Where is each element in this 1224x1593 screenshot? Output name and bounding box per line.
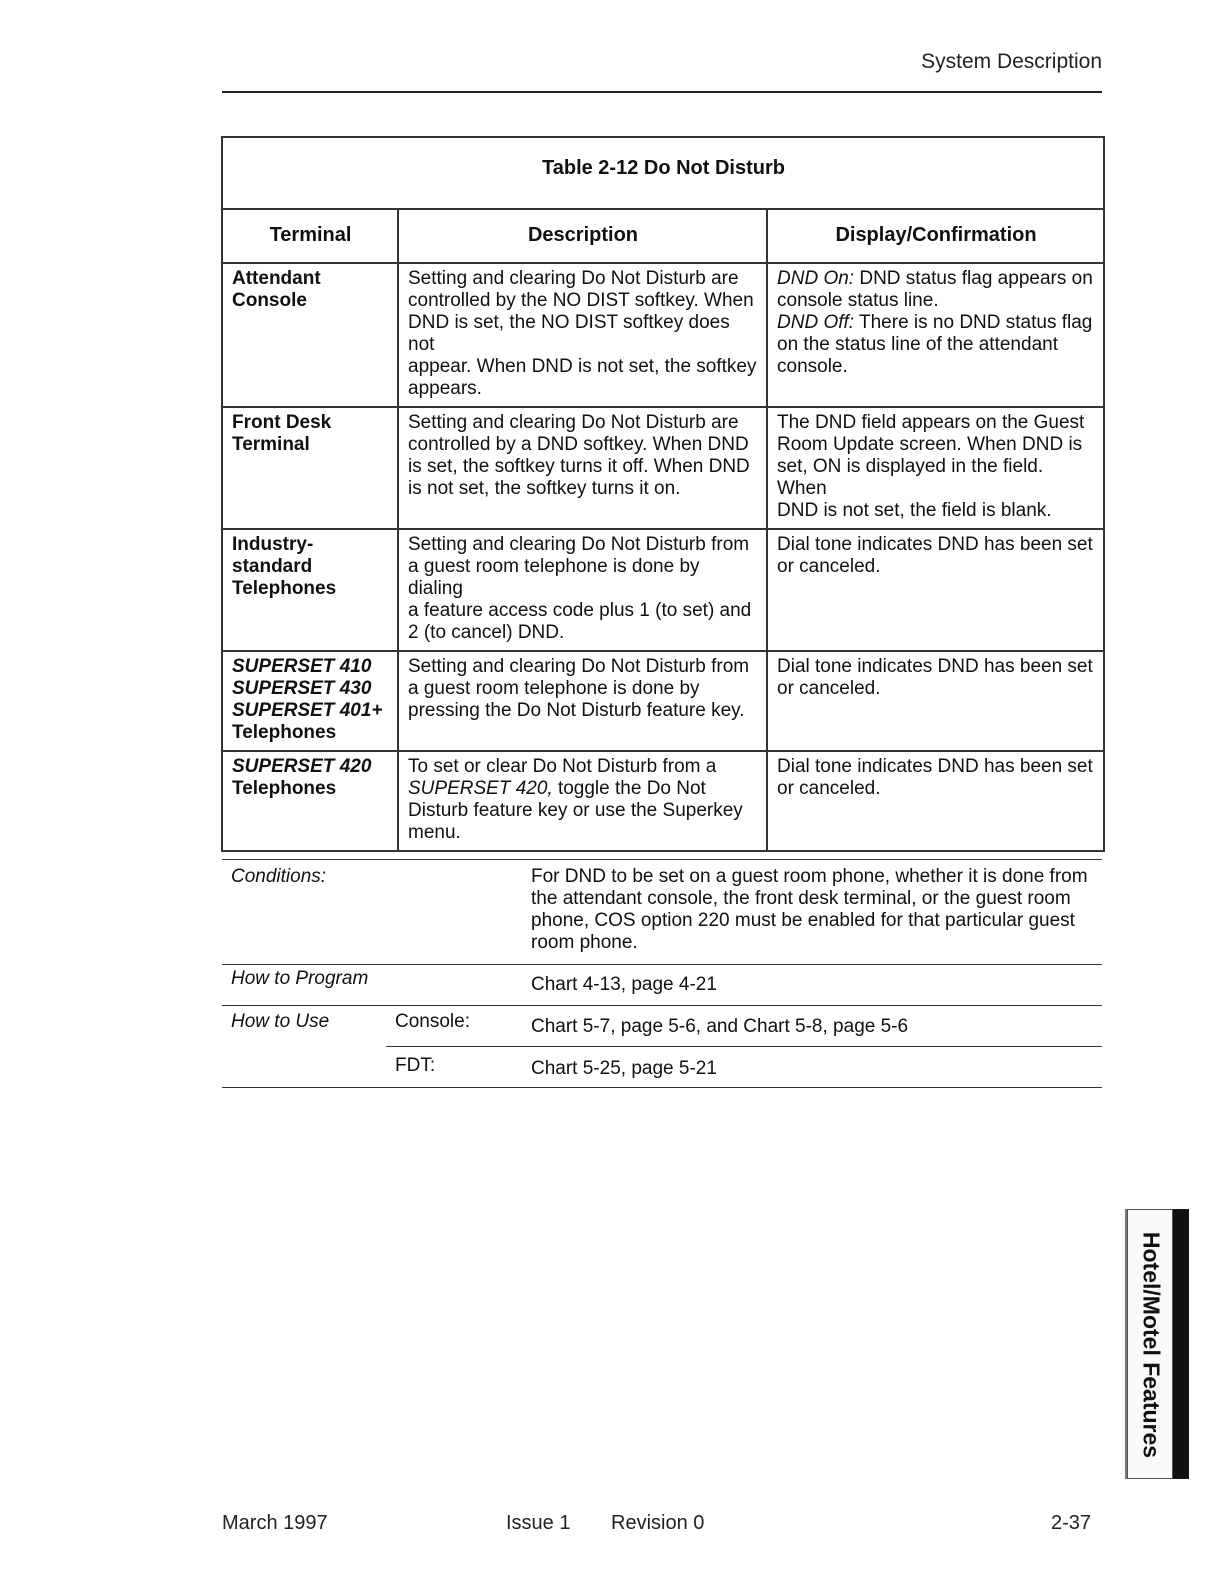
dnd-off-description: There is no DND status flag on the status line of the attendant console. — [777, 312, 1093, 377]
description-line: pressing the Do Not Disturb feature key. — [408, 700, 745, 721]
dnd-table — [221, 136, 1105, 852]
terminal-line: Attendant — [232, 268, 321, 289]
description-line: 2 (to cancel) DND. — [408, 622, 565, 643]
description-line: a guest room telephone is done by — [408, 678, 700, 699]
display-cell — [767, 263, 1104, 407]
display-line: or canceled. — [777, 778, 881, 799]
display-cell — [767, 529, 1104, 651]
console-label: Console: — [395, 1011, 470, 1032]
description-line: To set or clear Do Not Disturb from a — [408, 756, 717, 777]
description-line: Setting and clearing Do Not Disturb from — [408, 656, 750, 677]
display-line: Room Update screen. When DND is — [777, 434, 1083, 455]
table-caption: Table 2-12 Do Not Disturb — [222, 137, 1104, 209]
terminal-line: Industry- — [232, 534, 314, 555]
display-line: or canceled. — [777, 556, 881, 577]
terminal-line: Telephones — [232, 778, 337, 799]
conditions-row — [222, 859, 1102, 964]
table-row — [222, 529, 1104, 651]
notes-bottom-rule — [222, 1087, 1102, 1088]
fdt-row — [386, 1046, 1102, 1087]
description-line: controlled by a DND softkey. When DND — [408, 434, 749, 455]
display-cell — [767, 751, 1104, 851]
description-line: Disturb feature key or use the Superkey — [408, 800, 743, 821]
terminal-line: SUPERSET 430 — [232, 678, 372, 699]
description-line: menu. — [408, 822, 461, 843]
terminal-line: Console — [232, 290, 307, 311]
how-to-program-row — [222, 964, 1102, 1005]
display-line: DND is not set, the field is blank. — [777, 500, 1052, 521]
display-cell — [767, 407, 1104, 529]
conditions-text — [531, 860, 1102, 954]
footer-date: March 1997 — [222, 1512, 328, 1534]
terminal-cell — [222, 751, 398, 851]
terminal-cell — [222, 263, 398, 407]
conditions-line: the attendant console, the front desk terminal, or the guest room — [531, 888, 1071, 909]
column-header-description: Description — [398, 209, 767, 263]
description-line: is set, the softkey turns it off. When DND — [408, 456, 750, 477]
dnd-off-text — [777, 312, 1095, 378]
description-line: DND is set, the NO DIST softkey does not — [408, 312, 730, 355]
page-number: 2-37 — [1050, 1512, 1091, 1534]
terminal-line: SUPERSET 401+ — [232, 700, 383, 721]
table-row — [222, 751, 1104, 851]
how-to-use-row — [222, 1005, 1102, 1046]
terminal-line: Telephones — [232, 578, 337, 599]
description-line: a guest room telephone is done by dialing — [408, 556, 700, 599]
section-thumb-tab — [1125, 1209, 1189, 1479]
how-to-use-label: How to Use — [231, 1011, 330, 1032]
description-line: Setting and clearing Do Not Disturb are — [408, 412, 739, 433]
table-row — [222, 651, 1104, 751]
description-line: appears. — [408, 378, 482, 399]
thumb-tab-label: Hotel/Motel Features — [1138, 1231, 1165, 1459]
description-cell — [398, 263, 767, 407]
product-name: SUPERSET 420, — [408, 778, 553, 799]
column-header-terminal: Terminal — [222, 209, 398, 263]
terminal-cell — [222, 651, 398, 751]
description-line — [408, 778, 758, 800]
description-line: controlled by the NO DIST softkey. When — [408, 290, 754, 311]
terminal-line: SUPERSET 420 — [232, 756, 372, 777]
description-line: appear. When DND is not set, the softkey — [408, 356, 757, 377]
description-fragment: toggle the Do Not — [552, 778, 706, 799]
fdt-label: FDT: — [395, 1055, 436, 1076]
footer-issue: Issue 1 — [506, 1512, 571, 1534]
dnd-on-label: DND On: — [777, 268, 855, 289]
conditions-line: phone, COS option 220 must be enabled for that particular guest — [531, 910, 1075, 931]
description-line: Setting and clearing Do Not Disturb from — [408, 534, 750, 555]
description-line: a feature access code plus 1 (to set) and — [408, 600, 752, 621]
terminal-line: Front Desk — [232, 412, 332, 433]
terminal-line: standard — [232, 556, 313, 577]
section-title: System Description — [921, 50, 1102, 73]
terminal-cell — [222, 529, 398, 651]
how-to-program-value: Chart 4-13, page 4-21 — [531, 974, 717, 995]
description-cell — [398, 407, 767, 529]
conditions-label: Conditions: — [231, 866, 327, 887]
footer-revision: Revision 0 — [611, 1512, 705, 1534]
conditions-line: For DND to be set on a guest room phone, whether it is done from — [531, 866, 1088, 887]
display-line: The DND field appears on the Guest — [777, 412, 1085, 433]
fdt-value: Chart 5-25, page 5-21 — [531, 1058, 717, 1079]
thumb-tab-label-box — [1127, 1209, 1173, 1479]
display-line: set, ON is displayed in the field. When — [777, 456, 1044, 499]
conditions-line: room phone. — [531, 932, 638, 953]
description-line: is not set, the softkey turns it on. — [408, 478, 681, 499]
dnd-on-description: DND status flag appears on console status line. — [777, 268, 1093, 311]
how-to-program-label: How to Program — [231, 968, 369, 989]
description-cell — [398, 751, 767, 851]
display-line: Dial tone indicates DND has been set — [777, 534, 1093, 555]
terminal-line: Telephones — [232, 722, 337, 743]
dnd-on-text — [777, 268, 1095, 312]
display-line: Dial tone indicates DND has been set — [777, 656, 1093, 677]
console-value: Chart 5-7, page 5-6, and Chart 5-8, page 5-6 — [531, 1016, 909, 1037]
display-line: or canceled. — [777, 678, 881, 699]
display-cell — [767, 651, 1104, 751]
display-line: Dial tone indicates DND has been set — [777, 756, 1093, 777]
table-row — [222, 407, 1104, 529]
terminal-line: SUPERSET 410 — [232, 656, 372, 677]
column-header-display: Display/Confirmation — [767, 209, 1104, 263]
dnd-off-label: DND Off: — [777, 312, 855, 333]
dnd-table-container — [221, 136, 1103, 852]
terminal-cell — [222, 407, 398, 529]
terminal-line: Terminal — [232, 434, 310, 455]
table-row — [222, 263, 1104, 407]
header-rule — [222, 91, 1102, 93]
description-cell — [398, 651, 767, 751]
description-line: Setting and clearing Do Not Disturb are — [408, 268, 739, 289]
description-cell — [398, 529, 767, 651]
feature-notes — [222, 859, 1102, 1088]
